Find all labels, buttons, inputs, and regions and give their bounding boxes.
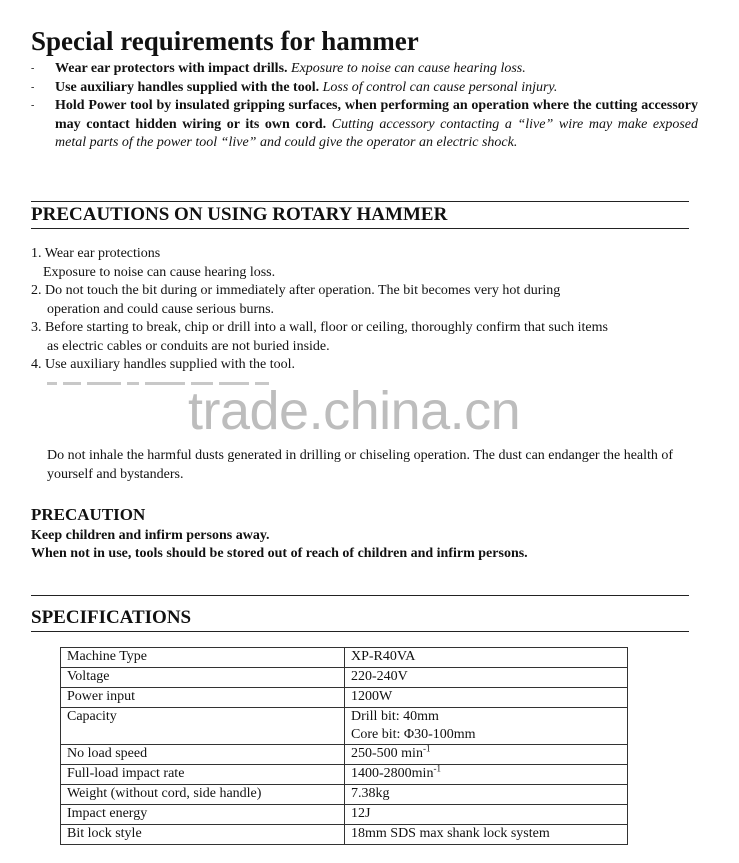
spec-value-exponent: -1 [433, 763, 441, 774]
bullet-bold-text: Hold Power tool by insulated gripping surfaces, when performing an operation where the cutting accessory may contact hidden wiring or its own cord. [55, 98, 698, 132]
specifications-table [60, 647, 628, 845]
spec-value: 18mm SDS max shank lock system [345, 825, 628, 845]
spec-value-line: Drill bit: 40mm [351, 709, 439, 724]
table-row [61, 825, 628, 845]
spec-value: 7.38kg [345, 785, 628, 805]
spec-value: 12J [345, 805, 628, 825]
spec-value-text: 250-500 min [351, 746, 423, 761]
spec-value: 220-240V [345, 668, 628, 688]
precaution-title: PRECAUTION [31, 505, 146, 524]
rotary-precautions-list [31, 245, 711, 375]
list-item: as electric cables or conduits are not buried inside. [47, 338, 330, 354]
bullet-bold-text: Wear ear protectors with impact drills. [55, 61, 288, 76]
table-row [61, 648, 628, 668]
spec-label: Voltage [61, 668, 345, 688]
section-divider [31, 228, 689, 229]
section-divider [31, 631, 689, 632]
spec-label: Capacity [61, 708, 345, 745]
bullet-italic-text: Loss of control can cause personal injury. [322, 79, 558, 95]
spec-label: No load speed [61, 745, 345, 765]
precaution-line: When not in use, tools should be stored out of reach of children and infirm persons. [31, 546, 528, 561]
spec-value-exponent: -1 [422, 743, 431, 754]
spec-label: Impact energy [61, 805, 345, 825]
spec-value-text: 1400-2800min [351, 766, 434, 781]
list-item: 4. Use auxiliary handles supplied with the tool. [31, 357, 296, 372]
spec-value: 1200W [345, 688, 628, 708]
spec-value [345, 708, 628, 745]
spec-label: Bit lock style [61, 825, 345, 845]
bullet-dash: - [31, 63, 35, 74]
table-row [61, 708, 628, 745]
table-row [61, 765, 628, 785]
dust-warning: Do not inhale the harmful dusts generated in drilling or chiseling operation. The dust can endanger the health of yourself and bystanders. [47, 448, 674, 482]
rotary-precautions-title: PRECAUTIONS ON USING ROTARY HAMMER [31, 204, 448, 225]
list-item: 2. Do not touch the bit during or immediately after operation. The bit becomes very hot during [31, 283, 561, 298]
spec-label: Weight (without cord, side handle) [61, 785, 345, 805]
table-row [61, 688, 628, 708]
list-item [31, 97, 698, 153]
bullet-bold-text: Use auxiliary handles supplied with the tool. [55, 79, 320, 95]
bullet-italic-text: Exposure to noise can cause hearing loss. [291, 61, 526, 76]
table-row [61, 745, 628, 765]
section-divider [31, 595, 689, 596]
watermark: trade.china.cn [188, 381, 521, 441]
spec-label: Machine Type [61, 648, 345, 668]
list-item: 3. Before starting to break, chip or drill into a wall, floor or ceiling, thoroughly confirm that such items [31, 320, 608, 335]
section-divider [31, 201, 689, 202]
list-item: Exposure to noise can cause hearing loss. [43, 264, 276, 280]
spec-value: XP-R40VA [345, 648, 628, 668]
spec-value [345, 745, 628, 765]
table-row [61, 785, 628, 805]
bullet-dash: - [31, 81, 35, 93]
list-item: 1. Wear ear protections [31, 246, 161, 261]
bullet-dash: - [31, 100, 35, 111]
spec-value-line: Core bit: Φ30-100mm [351, 727, 476, 742]
bullet-italic-text: Cutting accessory contacting a “live” wire may make exposed metal parts of the power tool “live” and could give the operator an electric shock. [55, 116, 698, 150]
list-item [31, 60, 698, 79]
hammer-requirements-title: Special requirements for hammer [31, 26, 419, 56]
spec-label: Power input [61, 688, 345, 708]
table-row [61, 805, 628, 825]
list-item [31, 79, 698, 98]
spec-value [345, 765, 628, 785]
list-item: operation and could cause serious burns. [47, 301, 275, 317]
spec-label: Full-load impact rate [61, 765, 345, 785]
precaution-line: Keep children and infirm persons away. [31, 528, 270, 543]
hammer-requirements-list [31, 60, 698, 153]
specifications-title: SPECIFICATIONS [31, 607, 192, 628]
table-row [61, 668, 628, 688]
